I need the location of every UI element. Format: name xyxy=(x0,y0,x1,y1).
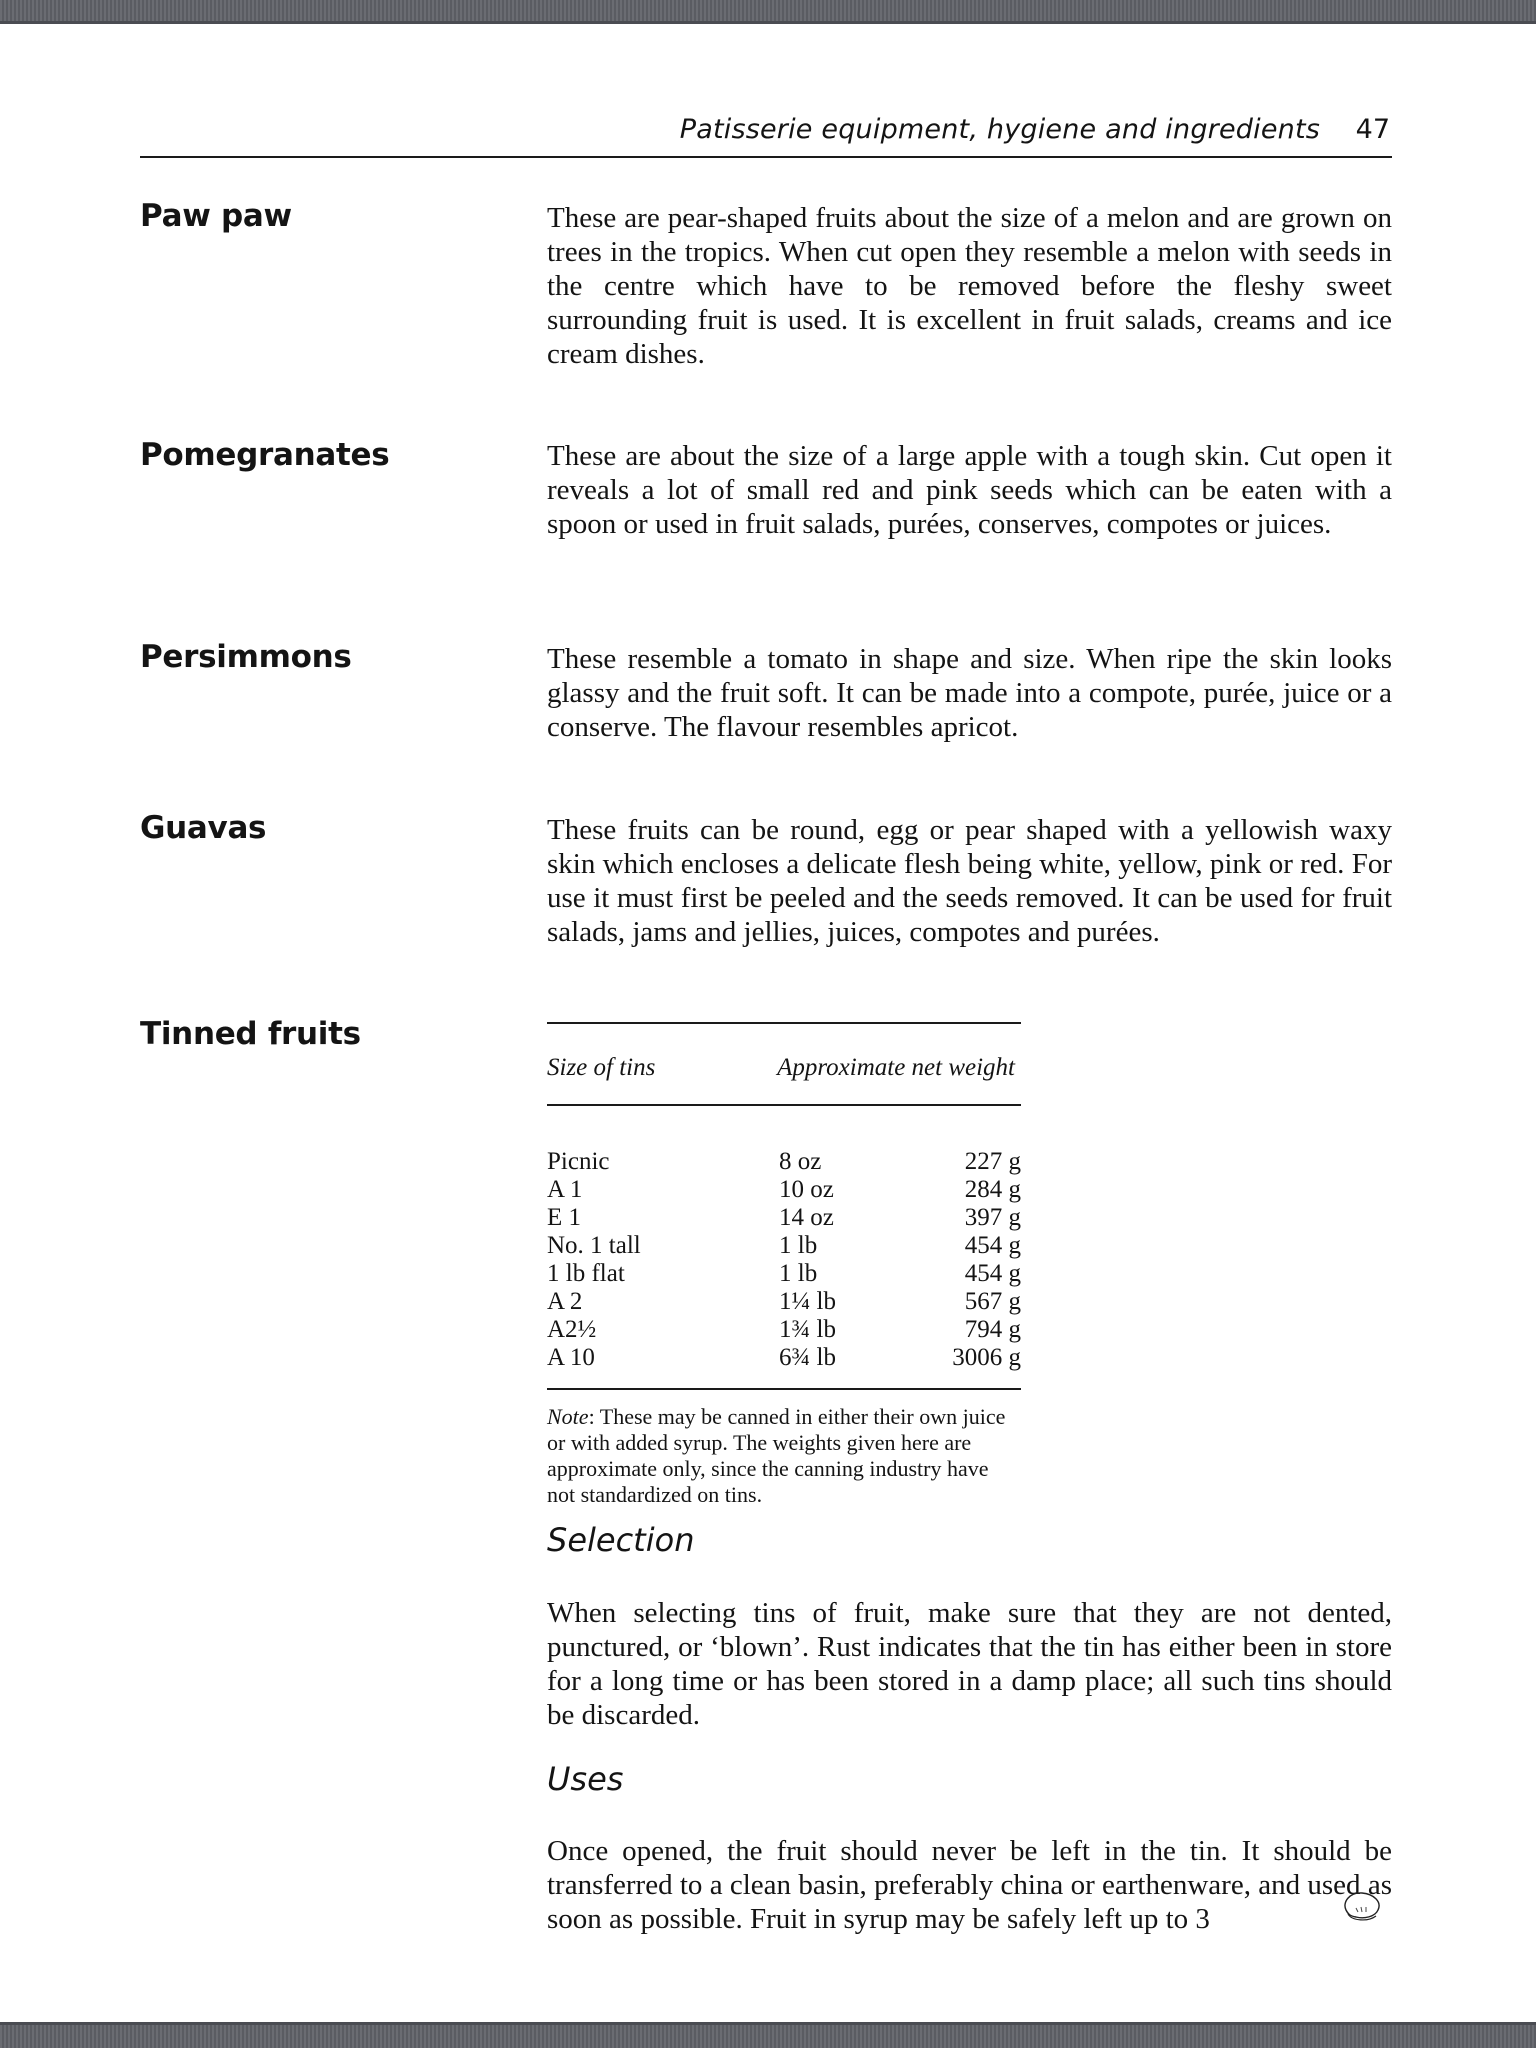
table-row xyxy=(547,1176,1021,1204)
table-body xyxy=(547,1148,1021,1372)
term-tinned-fruits: Tinned fruits xyxy=(140,1016,361,1052)
running-head xyxy=(140,112,1392,158)
table-rule-header xyxy=(547,1104,1021,1106)
running-head-title: Patisserie equipment, hygiene and ingredients xyxy=(679,114,1320,145)
page-number: 47 xyxy=(1355,114,1390,145)
cell-imperial: 1¼ lb xyxy=(779,1288,836,1315)
cell-metric: 454 g xyxy=(964,1232,1021,1259)
header-size-of-tins: Size of tins xyxy=(547,1054,656,1081)
cell-size: 1 lb flat xyxy=(547,1260,625,1287)
term-guavas: Guavas xyxy=(140,810,267,846)
cell-metric: 284 g xyxy=(964,1176,1021,1203)
table-row xyxy=(547,1148,1021,1176)
note-label: Note xyxy=(547,1404,589,1429)
cell-metric: 227 g xyxy=(964,1148,1021,1175)
table-note xyxy=(547,1404,1021,1508)
scan-frame-bottom xyxy=(0,2022,1536,2048)
uses-heading: Uses xyxy=(547,1760,624,1798)
table-row xyxy=(547,1316,1021,1344)
note-text: : These may be canned in either their own juice or with added syrup. The weights given here are approximate only, since the canning industry have not standardized on tins. xyxy=(547,1404,1006,1507)
cell-metric: 567 g xyxy=(964,1288,1021,1315)
cell-metric: 397 g xyxy=(964,1204,1021,1231)
header-net-weight: Approximate net weight xyxy=(777,1054,1015,1081)
table-row xyxy=(547,1344,1021,1372)
cell-metric: 794 g xyxy=(964,1316,1021,1343)
table-row xyxy=(547,1204,1021,1232)
cell-imperial: 8 oz xyxy=(779,1148,822,1175)
paragraph-paw-paw: These are pear-shaped fruits about the size of a melon and are grown on trees in the tropics. When cut open they resemble a melon with seeds in the centre which have to be removed before the fleshy sweet surrounding fruit is used. It is excellent in fruit salads, creams and ice cream dishes. xyxy=(547,202,1392,370)
term-persimmons: Persimmons xyxy=(140,639,352,675)
table-header xyxy=(547,1024,1021,1086)
table-row xyxy=(547,1260,1021,1288)
cell-size: A 1 xyxy=(547,1176,583,1203)
cell-size: No. 1 tall xyxy=(547,1232,641,1259)
paragraph-guavas: These fruits can be round, egg or pear shaped with a yellowish waxy skin which encloses a delicate flesh being white, yellow, pink or red. For use it must first be peeled and the seeds removed. It can be used for fruit salads, jams and jellies, juices, compotes and purées. xyxy=(547,814,1392,948)
term-pomegranates: Pomegranates xyxy=(140,437,390,473)
selection-heading: Selection xyxy=(547,1521,695,1559)
cell-size: A 10 xyxy=(547,1344,595,1371)
tin-sizes-table xyxy=(547,1022,1021,1508)
cell-size: E 1 xyxy=(547,1204,582,1231)
cell-imperial: 1 lb xyxy=(779,1260,818,1287)
paragraph-persimmons: These resemble a tomato in shape and size. When ripe the skin looks glassy and the fruit soft. It can be made into a compote, purée, juice or a conserve. The flavour resembles apricot. xyxy=(547,643,1392,743)
cell-imperial: 1 lb xyxy=(779,1232,818,1259)
table-row xyxy=(547,1232,1021,1260)
term-paw-paw: Paw paw xyxy=(140,198,292,234)
paragraph-selection: When selecting tins of fruit, make sure that they are not dented, punctured, or ‘blown’. Rust indicates that the tin has either been in store for a long time or has been stored in a damp place; all such tins should be discarded. xyxy=(547,1597,1392,1731)
cell-metric: 454 g xyxy=(964,1260,1021,1287)
cell-imperial: 10 oz xyxy=(779,1176,834,1203)
cell-imperial: 14 oz xyxy=(779,1204,834,1231)
cell-size: A 2 xyxy=(547,1288,583,1315)
paragraph-pomegranates: These are about the size of a large apple with a tough skin. Cut open it reveals a lot of small red and pink seeds which can be eaten with a spoon or used in fruit salads, purées, conserves, compotes or juices. xyxy=(547,440,1392,540)
cell-metric: 3006 g xyxy=(952,1344,1021,1371)
ink-smudge-icon xyxy=(1340,1888,1384,1922)
table-row xyxy=(547,1288,1021,1316)
table-rule-bottom xyxy=(547,1388,1021,1390)
cell-imperial: 1¾ lb xyxy=(779,1316,836,1343)
scan-frame-top xyxy=(0,0,1536,24)
cell-size: Picnic xyxy=(547,1148,610,1175)
cell-imperial: 6¾ lb xyxy=(779,1344,836,1371)
paragraph-uses: Once opened, the fruit should never be left in the tin. It should be transferred to a clean basin, preferably china or earthenware, and used as soon as possible. Fruit in syrup may be safely left up to 3 xyxy=(547,1835,1392,1935)
cell-size: A2½ xyxy=(547,1316,597,1343)
